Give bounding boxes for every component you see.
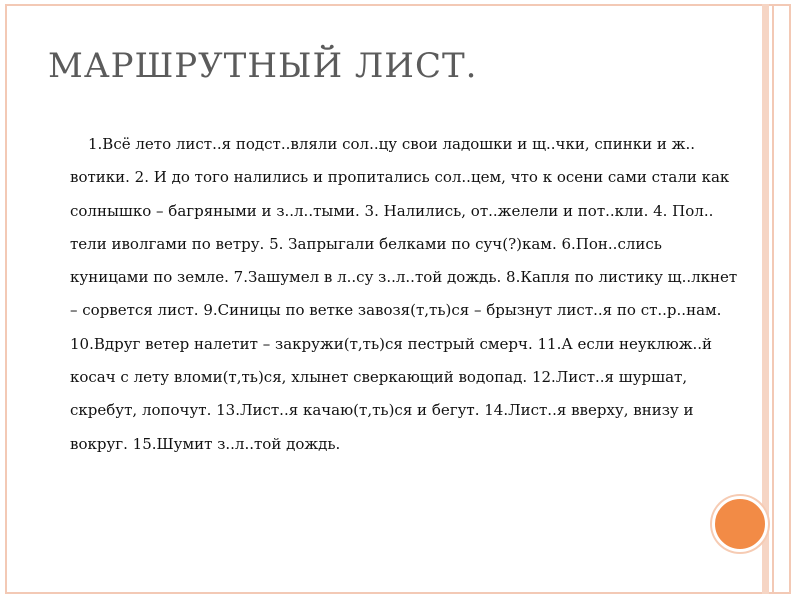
decorative-circle-icon — [712, 496, 768, 552]
decorative-side-line — [772, 4, 774, 594]
text-line: 1.Всё лето лист..я подст..вляли сол..цу свои ладошки и щ..чки, спинки и ж.. — [88, 135, 696, 153]
text-line: 10.Вдруг ветер налетит – закружи(т,ть)ся пестрый смерч. 11.А если неуклюж..й — [70, 334, 713, 353]
slide-title: МАРШРУТНЫЙ ЛИСТ. — [48, 46, 478, 86]
decorative-side-bar — [762, 4, 769, 594]
text-line: косач с лету вломи(т,ть)ся, хлынет сверкающий водопад. 12.Лист..я шуршат, — [70, 368, 688, 387]
text-line: куницами по земле. 7.Зашумел в л..су з..л..той дождь. 8.Капля по листику щ..лкнет — [70, 268, 738, 287]
text-line: тели иволгами по ветру. 5. Запрыгали белками по суч(?)кам. 6.Пон..слись — [70, 234, 662, 253]
text-line: вокруг. 15.Шумит з..л..той дождь. — [70, 434, 341, 453]
text-line: – сорвется лист. 9.Синицы по ветке завозя(т,ть)ся – брызнут лист..я по ст..р..нам. — [70, 301, 722, 320]
text-line: скребут, лопочут. 13.Лист..я качаю(т,ть)ся и бегут. 14.Лист..я вверху, внизу и — [70, 401, 694, 420]
text-line: солнышко – багряными и з..л..тыми. 3. Налились, от..желели и пот..кли. 4. Пол.. — [70, 201, 714, 220]
text-line: вотики. 2. И до того налились и пропитались сол..цем, что к осени сами стали как — [70, 168, 730, 187]
slide-body-text — [70, 128, 760, 461]
